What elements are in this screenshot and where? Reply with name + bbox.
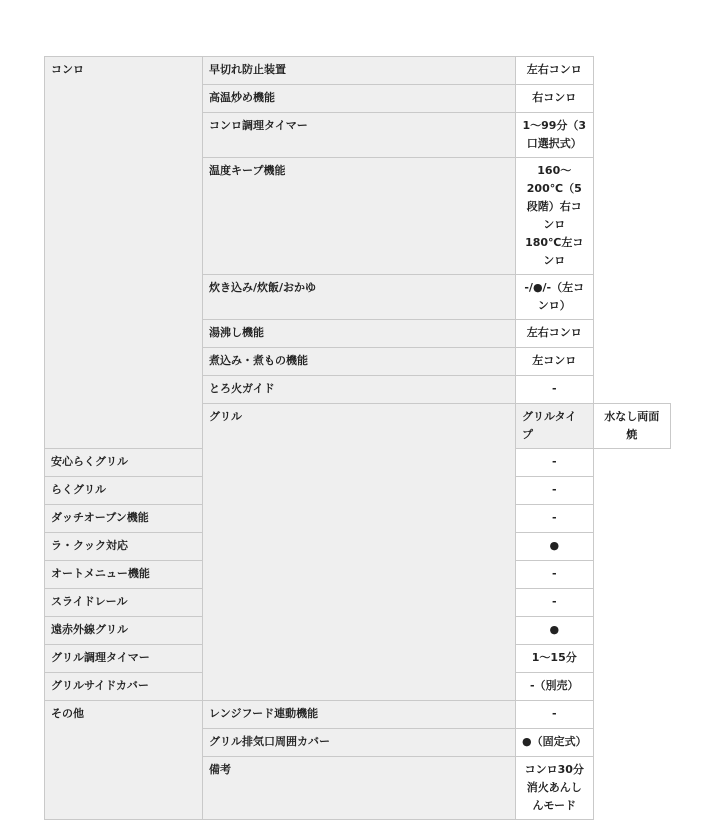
value-cell: - <box>516 589 594 617</box>
value-cell: -/●/-（左コンロ） <box>516 275 594 320</box>
feature-cell: 煮込み・煮もの機能 <box>203 348 516 376</box>
value-cell: - <box>516 505 594 533</box>
category-cell: コンロ <box>45 57 203 449</box>
value-cell: - <box>516 477 594 505</box>
feature-cell: 炊き込み/炊飯/おかゆ <box>203 275 516 320</box>
feature-cell: グリルサイドカバー <box>45 673 203 701</box>
value-cell: -（別売） <box>516 673 594 701</box>
feature-cell: 安心らくグリル <box>45 449 203 477</box>
feature-cell: グリルタイプ <box>516 404 594 449</box>
category-cell: その他 <box>45 701 203 820</box>
category-cell: グリル <box>203 404 516 701</box>
feature-cell: 高温炒め機能 <box>203 85 516 113</box>
feature-cell: 湯沸し機能 <box>203 320 516 348</box>
feature-cell: 遠赤外線グリル <box>45 617 203 645</box>
spec-table <box>44 56 671 820</box>
feature-cell: 備考 <box>203 757 516 820</box>
value-cell: 左右コンロ <box>516 57 594 85</box>
value-cell: 1〜15分 <box>516 645 594 673</box>
value-cell: 右コンロ <box>516 85 594 113</box>
feature-cell: コンロ調理タイマー <box>203 113 516 158</box>
feature-cell: らくグリル <box>45 477 203 505</box>
value-cell: - <box>516 449 594 477</box>
feature-cell: ラ・クック対応 <box>45 533 203 561</box>
value-cell: ● <box>516 617 594 645</box>
feature-cell: とろ火ガイド <box>203 376 516 404</box>
value-cell: 左コンロ <box>516 348 594 376</box>
feature-cell: グリル排気口周囲カバー <box>203 729 516 757</box>
feature-cell: スライドレール <box>45 589 203 617</box>
table-row <box>45 701 671 729</box>
value-cell: - <box>516 701 594 729</box>
feature-cell: レンジフード連動機能 <box>203 701 516 729</box>
value-cell: - <box>516 376 594 404</box>
feature-cell: ダッチオーブン機能 <box>45 505 203 533</box>
feature-cell: グリル調理タイマー <box>45 645 203 673</box>
value-cell: 1〜99分（3口選択式） <box>516 113 594 158</box>
value-cell: コンロ30分消火あんしんモード <box>516 757 594 820</box>
value-cell: 水なし両面焼 <box>593 404 671 449</box>
value-cell: ●（固定式） <box>516 729 594 757</box>
feature-cell: 温度キープ機能 <box>203 158 516 275</box>
feature-cell: オートメニュー機能 <box>45 561 203 589</box>
value-cell: - <box>516 561 594 589</box>
table-row <box>45 57 671 85</box>
value-cell: 160〜200℃（5段階）右コンロ 180℃左コンロ <box>516 158 594 275</box>
feature-cell: 早切れ防止装置 <box>203 57 516 85</box>
value-cell: ● <box>516 533 594 561</box>
value-cell: 左右コンロ <box>516 320 594 348</box>
